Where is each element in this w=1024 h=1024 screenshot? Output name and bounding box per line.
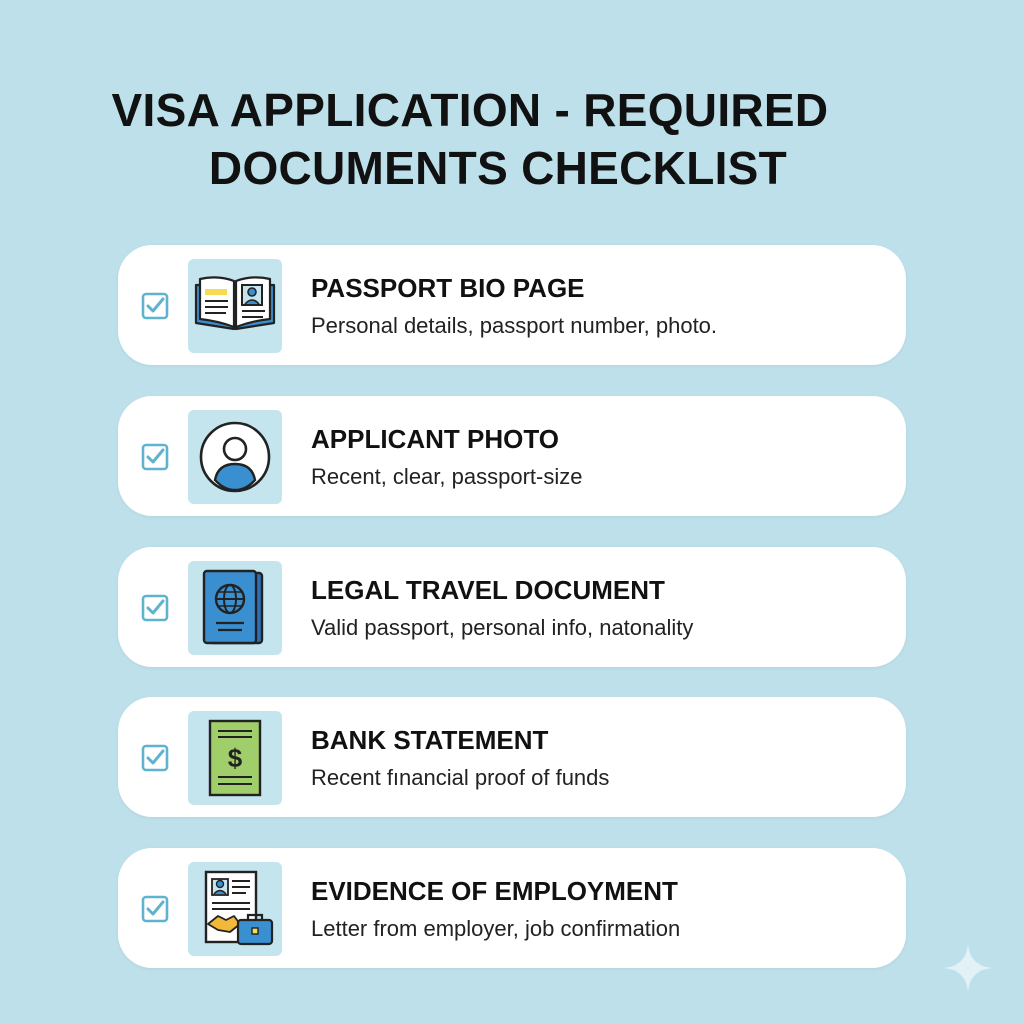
- checkbox-checked-icon[interactable]: [140, 894, 170, 924]
- item-title: EVIDENCE OF EMPLOYMENT: [311, 876, 678, 906]
- item-title: PASSPORT BIO PAGE: [311, 273, 585, 303]
- page-title-line-2: DOCUMENTS CHECKLIST: [208, 141, 788, 194]
- checklist-item-bank-statement[interactable]: [118, 697, 906, 817]
- item-title: LEGAL TRAVEL DOCUMENT: [311, 575, 665, 605]
- checkbox-checked-icon[interactable]: [140, 593, 170, 623]
- item-description: Recent, clear, passport-size: [311, 464, 583, 489]
- item-description: Letter from employer, job confirmation: [311, 916, 681, 941]
- checklist-item-applicant-photo[interactable]: [118, 396, 906, 516]
- checklist-item-legal-travel-document[interactable]: [118, 547, 906, 667]
- user-avatar-icon: [188, 410, 282, 504]
- dollar-document-icon: [188, 711, 282, 805]
- checkbox-checked-icon[interactable]: [140, 743, 170, 773]
- sparkle-icon: [942, 942, 994, 994]
- svg-text:$: $: [227, 743, 243, 773]
- open-passport-icon: [188, 259, 282, 353]
- item-description: Recent fınancial proof of funds: [311, 765, 610, 790]
- passport-globe-icon: [188, 561, 282, 655]
- checklist-item-passport-bio-page[interactable]: [118, 245, 906, 365]
- page-title: [0, 81, 940, 197]
- employment-letter-icon: [188, 862, 282, 956]
- checklist-item-evidence-of-employment[interactable]: [118, 848, 906, 968]
- checkbox-checked-icon[interactable]: [140, 291, 170, 321]
- checkbox-checked-icon[interactable]: [140, 442, 170, 472]
- item-description: Valid passport, personal info, natonality: [311, 615, 694, 640]
- page-title-line-1: VISA APPLICATION - REQUIRED: [111, 83, 829, 136]
- item-title: BANK STATEMENT: [311, 725, 549, 755]
- item-description: Personal details, passport number, photo.: [311, 313, 718, 338]
- item-title: APPLICANT PHOTO: [311, 424, 559, 454]
